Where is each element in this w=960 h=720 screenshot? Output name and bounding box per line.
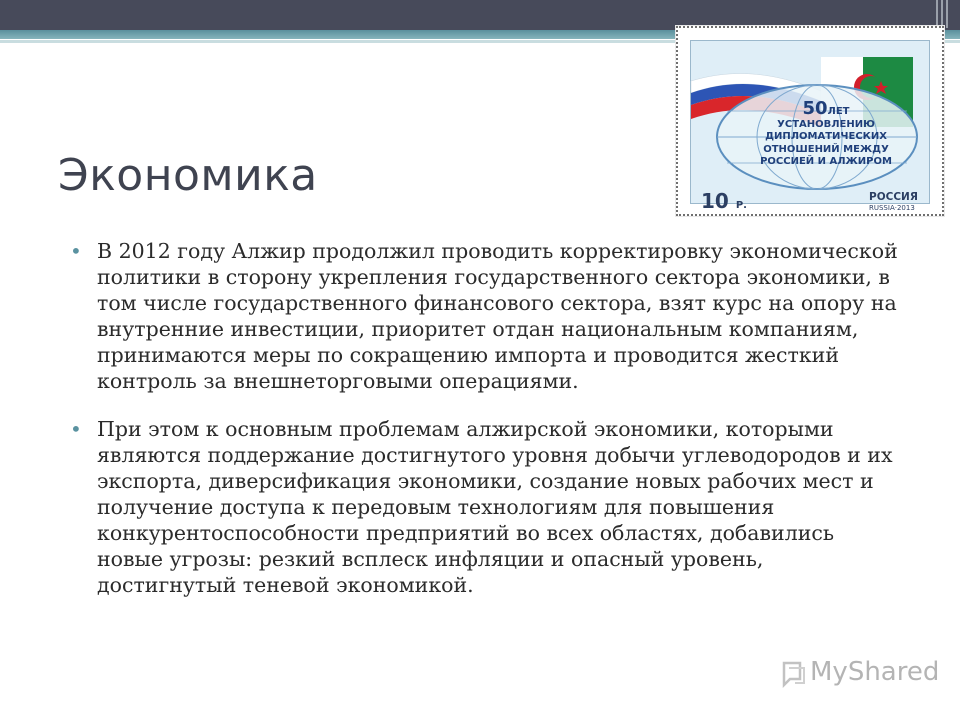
bullet-icon: • [70,239,82,263]
watermark-icon [780,659,806,689]
stamp-number: 50 [802,98,828,119]
stamp-line: ОТНОШЕНИЙ МЕЖДУ [763,143,889,155]
bullet-text: В 2012 году Алжир продолжил проводить корректировку экономической политики в сторону укрепления государственного сектора экономики, в том числе государственного финансового сектора, взят курс на опору на внутренние инвестиции, приоритет отдан национальным компаниям, принимаются меры по сокращению импорта и проводится жесткий контроль за внешнеторговыми операциями. [97,239,898,393]
stamp-country: РОССИЯ [869,191,918,203]
stamp-line: УСТАНОВЛЕНИЮ [777,118,875,130]
bullet-text: При этом к основным проблемам алжирской экономики, которыми являются поддержание достигнутого уровня добычи углеводородов и их экспорта, диверсификация экономики, создание новых рабочих мест и получение доступа к передовым технологиям для повышения конкурентоспособности предприятий во всех областях, добавились новые угрозы: резкий всплеск инфляции и опасный уровень, достигнутый теневой экономикой. [97,417,893,597]
stamp-number-suffix: ЛЕТ [827,106,850,117]
slide-title: Экономика [58,150,318,201]
stamp-country-sub: RUSSIA·2013 [869,204,915,212]
stamp-value-number: 10 [701,189,729,213]
bullet-icon: • [70,417,82,441]
bullet-item [70,416,900,598]
postage-stamp-image [676,26,944,216]
stamp-line: ДИПЛОМАТИЧЕСКИХ [765,131,887,142]
stamp-caption [741,98,911,169]
bullet-item [70,238,900,394]
bullet-list [70,238,900,598]
stamp-value-unit: Р. [735,200,747,211]
stamp-value [701,189,747,213]
corner-decoration [934,0,950,28]
stamp-line: РОССИЕЙ И АЛЖИРОМ [760,156,892,167]
stamp-face [690,40,930,213]
watermark-logo [780,655,940,695]
watermark-text: MyShared [810,657,940,687]
